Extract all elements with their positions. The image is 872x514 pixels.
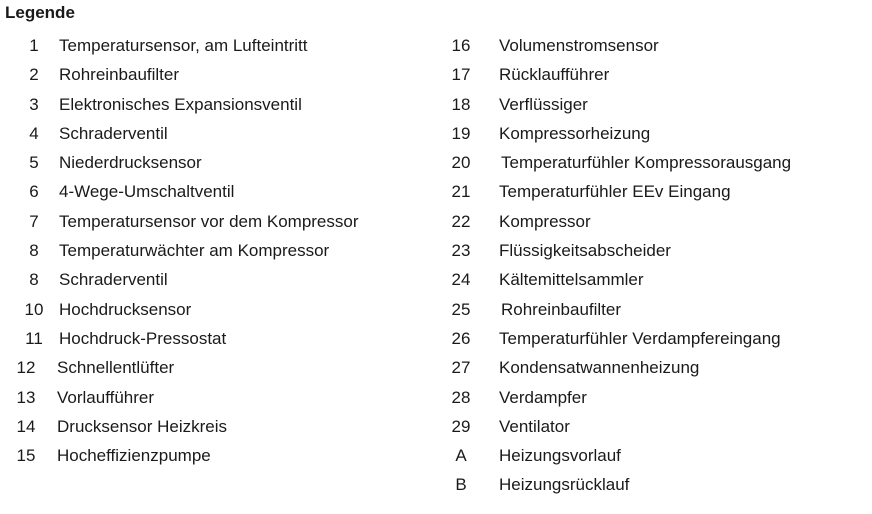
legend-item	[440, 63, 872, 92]
legend-item	[440, 210, 872, 239]
legend-item-number: 11	[25, 328, 43, 348]
legend-item	[440, 93, 872, 122]
legend-item	[0, 151, 440, 180]
legend-item	[440, 327, 872, 356]
legend-item	[440, 239, 872, 268]
legend-item-label: Temperaturfühler Verdampfereingang	[499, 328, 781, 348]
legend-item-label: Temperaturwächter am Kompressor	[59, 241, 330, 261]
legend-item-number: 7	[29, 211, 39, 231]
legend-item	[0, 63, 440, 92]
legend-item-number: 6	[29, 182, 39, 202]
legend-item-number: 15	[16, 446, 36, 466]
legend-item-label: Verdampfer	[499, 387, 587, 407]
legend-item	[440, 268, 872, 297]
legend-item-number: A	[455, 446, 467, 466]
legend-item	[0, 268, 440, 297]
legend-item	[440, 444, 872, 473]
legend-item-number: 27	[451, 358, 471, 378]
legend-item	[440, 415, 872, 444]
legend-item-number: 13	[16, 387, 36, 407]
legend-item-label: Heizungsvorlauf	[499, 446, 621, 466]
legend-item-number: 8	[29, 270, 39, 290]
legend-item-label: Flüssigkeitsabscheider	[499, 241, 671, 261]
legend-item-number: 4	[29, 123, 39, 143]
legend-item-label: Schnellentlüfter	[57, 358, 175, 378]
legend-item	[440, 298, 872, 327]
legend-item-number: 10	[24, 299, 44, 319]
legend-item-label: 4-Wege-Umschaltventil	[59, 182, 235, 202]
legend-item	[0, 122, 440, 151]
legend-item-label: Temperatursensor, am Lufteintritt	[59, 36, 308, 55]
legend-item	[0, 444, 440, 473]
legend-item-number: 2	[29, 65, 39, 85]
legend-item-label: Temperaturfühler EEv Eingang	[499, 182, 731, 202]
legend-item-number: 14	[16, 416, 36, 436]
legend-item-number: 20	[451, 153, 471, 173]
legend-item	[0, 298, 440, 327]
legend-item	[440, 180, 872, 209]
legend-item-number: 29	[451, 416, 471, 436]
legend-item	[440, 473, 872, 502]
legend-item	[440, 151, 872, 180]
legend-item-label: Kompressorheizung	[499, 123, 651, 143]
legend-item	[0, 327, 440, 356]
legend-item-label: Temperatursensor vor dem Kompressor	[59, 211, 359, 231]
legend-item-number: 1	[29, 36, 39, 55]
legend-item-label: Ventilator	[499, 416, 570, 436]
legend-item	[440, 356, 872, 385]
legend-item-number: 3	[29, 94, 39, 114]
legend-item-label: Hochdrucksensor	[59, 299, 192, 319]
legend-item-number: 21	[451, 182, 471, 202]
legend-item-number: 5	[29, 153, 39, 173]
legend-item-number: 12	[16, 358, 36, 378]
legend-item-number: 23	[451, 241, 471, 261]
legend-item-label: Vorlaufführer	[57, 387, 155, 407]
legend-item-number: 22	[451, 211, 471, 231]
legend-item-number: 24	[451, 270, 471, 290]
legend-item	[0, 356, 440, 385]
legend-item-label: Rohreinbaufilter	[59, 65, 180, 85]
legend-left-column	[0, 34, 440, 473]
legend-item	[440, 34, 872, 63]
legend-item-label: Kompressor	[499, 211, 591, 231]
legend-title: Legende	[5, 3, 75, 22]
legend-item-number: B	[455, 475, 467, 495]
legend-item-label: Kondensatwannenheizung	[499, 358, 700, 378]
legend-item-label: Drucksensor Heizkreis	[57, 416, 228, 436]
legend-item	[0, 93, 440, 122]
legend-item-label: Volumenstromsensor	[499, 36, 659, 55]
legend-item-label: Hochdruck-Pressostat	[59, 328, 227, 348]
legend-item-label: Temperaturfühler Kompressorausgang	[501, 153, 792, 173]
legend-item	[0, 239, 440, 268]
legend-item	[0, 34, 440, 63]
legend-item	[0, 180, 440, 209]
legend-right-column	[440, 34, 872, 503]
legend-item	[440, 122, 872, 151]
legend-item-number: 18	[451, 94, 471, 114]
legend-item-number: 25	[451, 299, 471, 319]
legend-item-label: Hocheffizienzpumpe	[57, 446, 211, 466]
legend-item-label: Kältemittelsammler	[499, 270, 644, 290]
legend-item-label: Niederdrucksensor	[59, 153, 202, 173]
legend-item-label: Schraderventil	[59, 123, 168, 143]
legend-item-label: Heizungsrücklauf	[499, 475, 630, 495]
legend-item-number: 26	[451, 328, 471, 348]
legend-item-number: 28	[451, 387, 471, 407]
legend-item-number: 8	[29, 241, 39, 261]
legend-item-label: Schraderventil	[59, 270, 168, 290]
legend-item	[0, 386, 440, 415]
legend-item	[0, 415, 440, 444]
legend-item-number: 16	[451, 36, 471, 55]
legend-item-label: Elektronisches Expansionsventil	[59, 94, 302, 114]
legend-item-number: 17	[451, 65, 471, 85]
legend-item-label: Rohreinbaufilter	[501, 299, 622, 319]
legend-item	[0, 210, 440, 239]
legend-item-number: 19	[451, 123, 471, 143]
legend-item-label: Rücklaufführer	[499, 65, 610, 85]
legend-item-label: Verflüssiger	[499, 94, 588, 114]
legend-item	[440, 386, 872, 415]
